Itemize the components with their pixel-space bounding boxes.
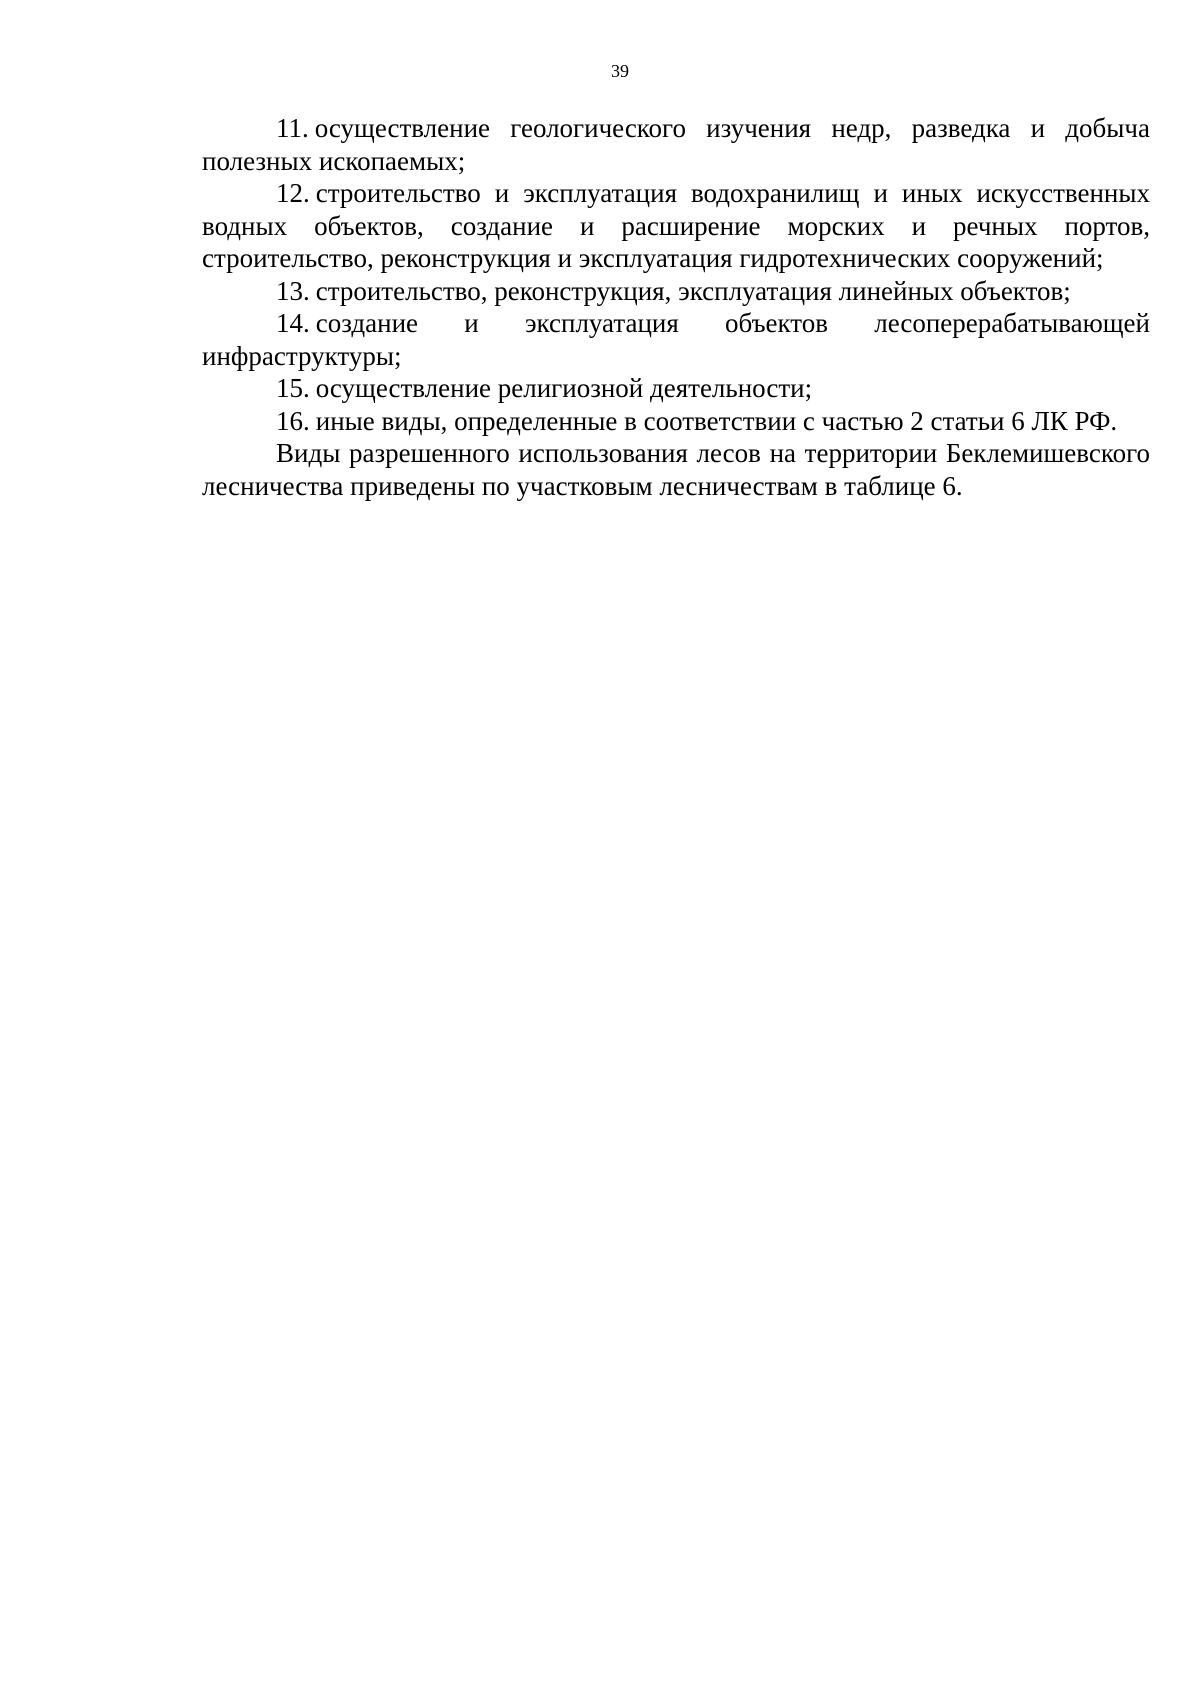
list-item-15 bbox=[202, 372, 1150, 405]
item-text: осуществление геологического изучения недр, разведка и добыча полезных ископаемых; bbox=[202, 113, 1150, 176]
item-number: 12. bbox=[276, 178, 310, 208]
item-number: 13. bbox=[276, 275, 310, 306]
document-body bbox=[202, 112, 1150, 502]
page-number: 39 bbox=[611, 61, 629, 81]
item-text: строительство, реконструкция, эксплуатация линейных объектов; bbox=[315, 275, 1071, 306]
list-item-12 bbox=[202, 177, 1150, 275]
item-number: 14. bbox=[276, 308, 310, 338]
list-item-11 bbox=[202, 112, 1150, 177]
item-text: строительство и эксплуатация водохранилищ и иных искусственных водных объектов, создание и расширение морских и речных портов, строительство, реконструкция и эксплуатация гидротехнических сооружений; bbox=[202, 178, 1150, 273]
list-item-13 bbox=[202, 275, 1150, 308]
closing-paragraph: Виды разрешенного использования лесов на территории Беклемишевского лесничества приведены по участковым лесничествам в таблице 6. bbox=[202, 438, 1150, 501]
item-text: создание и эксплуатация объектов лесоперерабатывающей инфраструктуры; bbox=[202, 308, 1150, 371]
list-item-14 bbox=[202, 307, 1150, 372]
item-number: 16. bbox=[276, 405, 310, 436]
item-text: осуществление религиозной деятельности; bbox=[315, 373, 813, 403]
item-text: иные виды, определенные в соответствии с частью 2 статьи 6 ЛК РФ. bbox=[315, 405, 1118, 436]
item-number: 11. bbox=[276, 113, 309, 143]
list-item-16 bbox=[202, 405, 1150, 438]
item-number: 15. bbox=[276, 373, 310, 403]
